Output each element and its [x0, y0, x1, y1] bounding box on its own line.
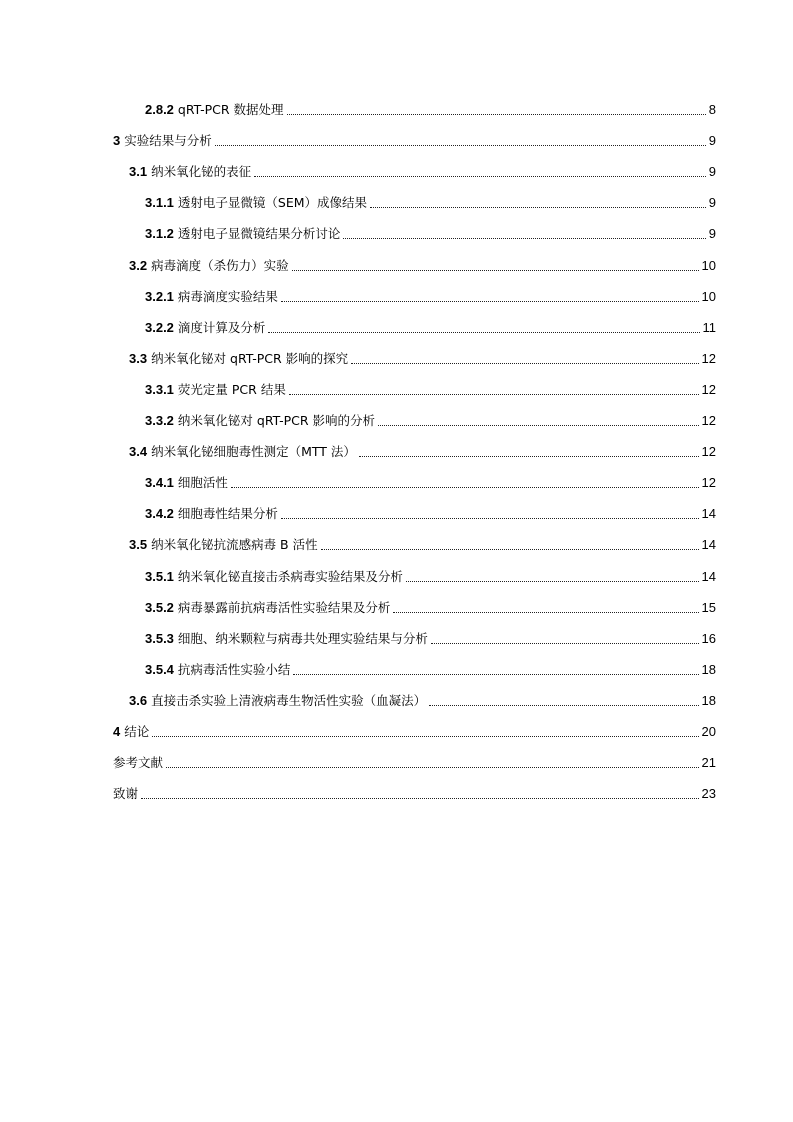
toc-entry[interactable] [129, 687, 716, 709]
toc-entry-page-number: 9 [708, 133, 716, 149]
toc-entry-title: 纳米氧化铋对 qRT-PCR 影响的探究 [151, 350, 349, 366]
toc-entry-page-number: 14 [701, 506, 716, 522]
toc-entry-number: 3.5 [129, 537, 148, 553]
toc-entry-number: 3.2 [129, 257, 148, 273]
toc-entry[interactable] [129, 345, 716, 367]
toc-entry-number: 3.5.1 [145, 568, 174, 584]
toc-entry-title: 滴度计算及分析 [177, 319, 266, 335]
toc-entry-number: 3.5.3 [145, 630, 174, 646]
toc-entry-title: 纳米氧化铋的表征 [151, 164, 252, 180]
toc-entry[interactable] [145, 314, 716, 336]
toc-entry[interactable] [145, 96, 716, 118]
toc-entry-number: 3.1.2 [145, 226, 174, 242]
toc-entry-page-number: 20 [701, 724, 716, 739]
toc-entry-title: 透射电子显微镜（SEM）成像结果 [177, 195, 368, 211]
toc-entry-title: 纳米氧化铋抗流感病毒 B 活性 [151, 537, 318, 553]
toc-entry-page-number: 8 [708, 102, 716, 117]
toc-entry-title: 纳米氧化铋直接击杀病毒实验结果及分析 [177, 568, 403, 584]
toc-entry-number: 3.6 [129, 692, 148, 708]
toc-entry[interactable] [113, 718, 716, 740]
toc-entry-page-number: 14 [701, 537, 716, 553]
toc-entry-page-number: 10 [701, 257, 716, 273]
toc-entry-page-number: 14 [701, 568, 716, 584]
toc-entry-number: 3.5.4 [145, 661, 174, 677]
dot-leader [287, 113, 706, 115]
dot-leader [281, 300, 699, 302]
toc-entry-title: 纳米氧化铋对 qRT-PCR 影响的分析 [177, 413, 376, 428]
toc-entry-number: 3.3 [129, 350, 148, 366]
toc-entry-number: 2.8.2 [145, 102, 174, 117]
toc-entry-page-number: 12 [701, 381, 716, 397]
toc-entry-number: 3.2.1 [145, 288, 174, 304]
toc-entry-number: 3.4 [129, 444, 148, 460]
toc-entry-title: 抗病毒活性实验小结 [177, 661, 291, 677]
dot-leader [429, 704, 698, 706]
toc-entry-title: 纳米氧化铋细胞毒性测定（MTT 法） [151, 444, 356, 460]
toc-entry-title: 病毒滴度实验结果 [177, 288, 278, 304]
dot-leader [431, 642, 699, 644]
toc-entry[interactable] [145, 500, 716, 522]
toc-entry-title: 透射电子显微镜结果分析讨论 [177, 226, 341, 242]
toc-entry[interactable] [145, 594, 716, 616]
toc-entry[interactable] [113, 127, 716, 149]
toc-entry-number: 3.1 [129, 164, 148, 180]
toc-entry-page-number: 12 [701, 350, 716, 366]
toc-entry-title: 实验结果与分析 [124, 133, 212, 149]
toc-entry-page-number: 21 [701, 755, 716, 771]
dot-leader [321, 548, 699, 550]
dot-leader [359, 455, 699, 457]
toc-entry-number: 3.5.2 [145, 599, 174, 615]
toc-entry-title: 致谢 [113, 786, 139, 802]
toc-entry-title: qRT-PCR 数据处理 [177, 102, 284, 117]
toc-entry-page-number: 12 [701, 475, 716, 491]
dot-leader [343, 237, 705, 239]
dot-leader [406, 580, 699, 582]
dot-leader [281, 517, 699, 519]
toc-entry-number: 4 [113, 724, 121, 739]
dot-leader [393, 611, 698, 613]
toc-entry[interactable] [129, 438, 716, 460]
toc-entry-number: 3.2.2 [145, 319, 174, 335]
toc-entry[interactable] [145, 220, 716, 242]
dot-leader [292, 269, 699, 271]
toc-entry-title: 病毒暴露前抗病毒活性实验结果及分析 [177, 599, 391, 615]
toc-entry-title: 荧光定量 PCR 结果 [177, 381, 286, 397]
toc-entry-page-number: 9 [708, 226, 716, 242]
toc-entry-page-number: 12 [701, 413, 716, 428]
toc-entry-title: 结论 [124, 724, 150, 739]
toc-entry[interactable] [113, 780, 716, 802]
dot-leader [254, 175, 706, 177]
toc-entry[interactable] [145, 563, 716, 585]
toc-entry[interactable] [113, 749, 716, 771]
dot-leader [268, 331, 699, 333]
toc-entry-number: 3.3.2 [145, 413, 174, 428]
dot-leader [141, 797, 699, 799]
toc-entry-number: 3.1.1 [145, 195, 174, 211]
dot-leader [370, 206, 706, 208]
toc-entry-number: 3.4.2 [145, 506, 174, 522]
toc-entry[interactable] [129, 531, 716, 553]
dot-leader [152, 735, 698, 737]
dot-leader [166, 766, 699, 768]
toc-entry[interactable] [145, 376, 716, 398]
toc-entry-page-number: 23 [701, 786, 716, 802]
toc-entry[interactable] [145, 469, 716, 491]
toc-entry-page-number: 10 [701, 288, 716, 304]
dot-leader [231, 486, 699, 488]
toc-entry-page-number: 11 [702, 319, 716, 335]
toc-entry[interactable] [145, 625, 716, 647]
toc-entry-number: 3 [113, 133, 121, 149]
toc-entry-page-number: 16 [701, 630, 716, 646]
toc-entry-title: 细胞、纳米颗粒与病毒共处理实验结果与分析 [177, 630, 428, 646]
toc-entry-page-number: 18 [701, 661, 716, 677]
toc-entry[interactable] [129, 252, 716, 274]
toc-entry-page-number: 18 [701, 692, 716, 708]
toc-entry-page-number: 15 [701, 599, 716, 615]
toc-entry[interactable] [145, 283, 716, 305]
toc-entry-title: 细胞毒性结果分析 [177, 506, 278, 522]
toc-entry-number: 3.4.1 [145, 475, 174, 491]
toc-entry-page-number: 9 [708, 195, 716, 211]
toc-entry[interactable] [145, 189, 716, 211]
dot-leader [351, 362, 698, 364]
toc-entry-title: 参考文献 [113, 755, 164, 771]
toc-entry-title: 细胞活性 [177, 475, 228, 491]
toc-entry-title: 病毒滴度（杀伤力）实验 [151, 257, 289, 273]
toc-entry[interactable] [129, 158, 716, 180]
toc-entry-page-number: 9 [708, 164, 716, 180]
toc-entry[interactable] [145, 407, 716, 429]
toc-entry[interactable] [145, 656, 716, 678]
dot-leader [289, 393, 699, 395]
dot-leader [293, 673, 698, 675]
dot-leader [215, 144, 706, 146]
toc-entry-number: 3.3.1 [145, 381, 174, 397]
toc-entry-page-number: 12 [701, 444, 716, 460]
toc-entry-title: 直接击杀实验上清液病毒生物活性实验（血凝法） [151, 692, 427, 708]
dot-leader [378, 424, 699, 426]
